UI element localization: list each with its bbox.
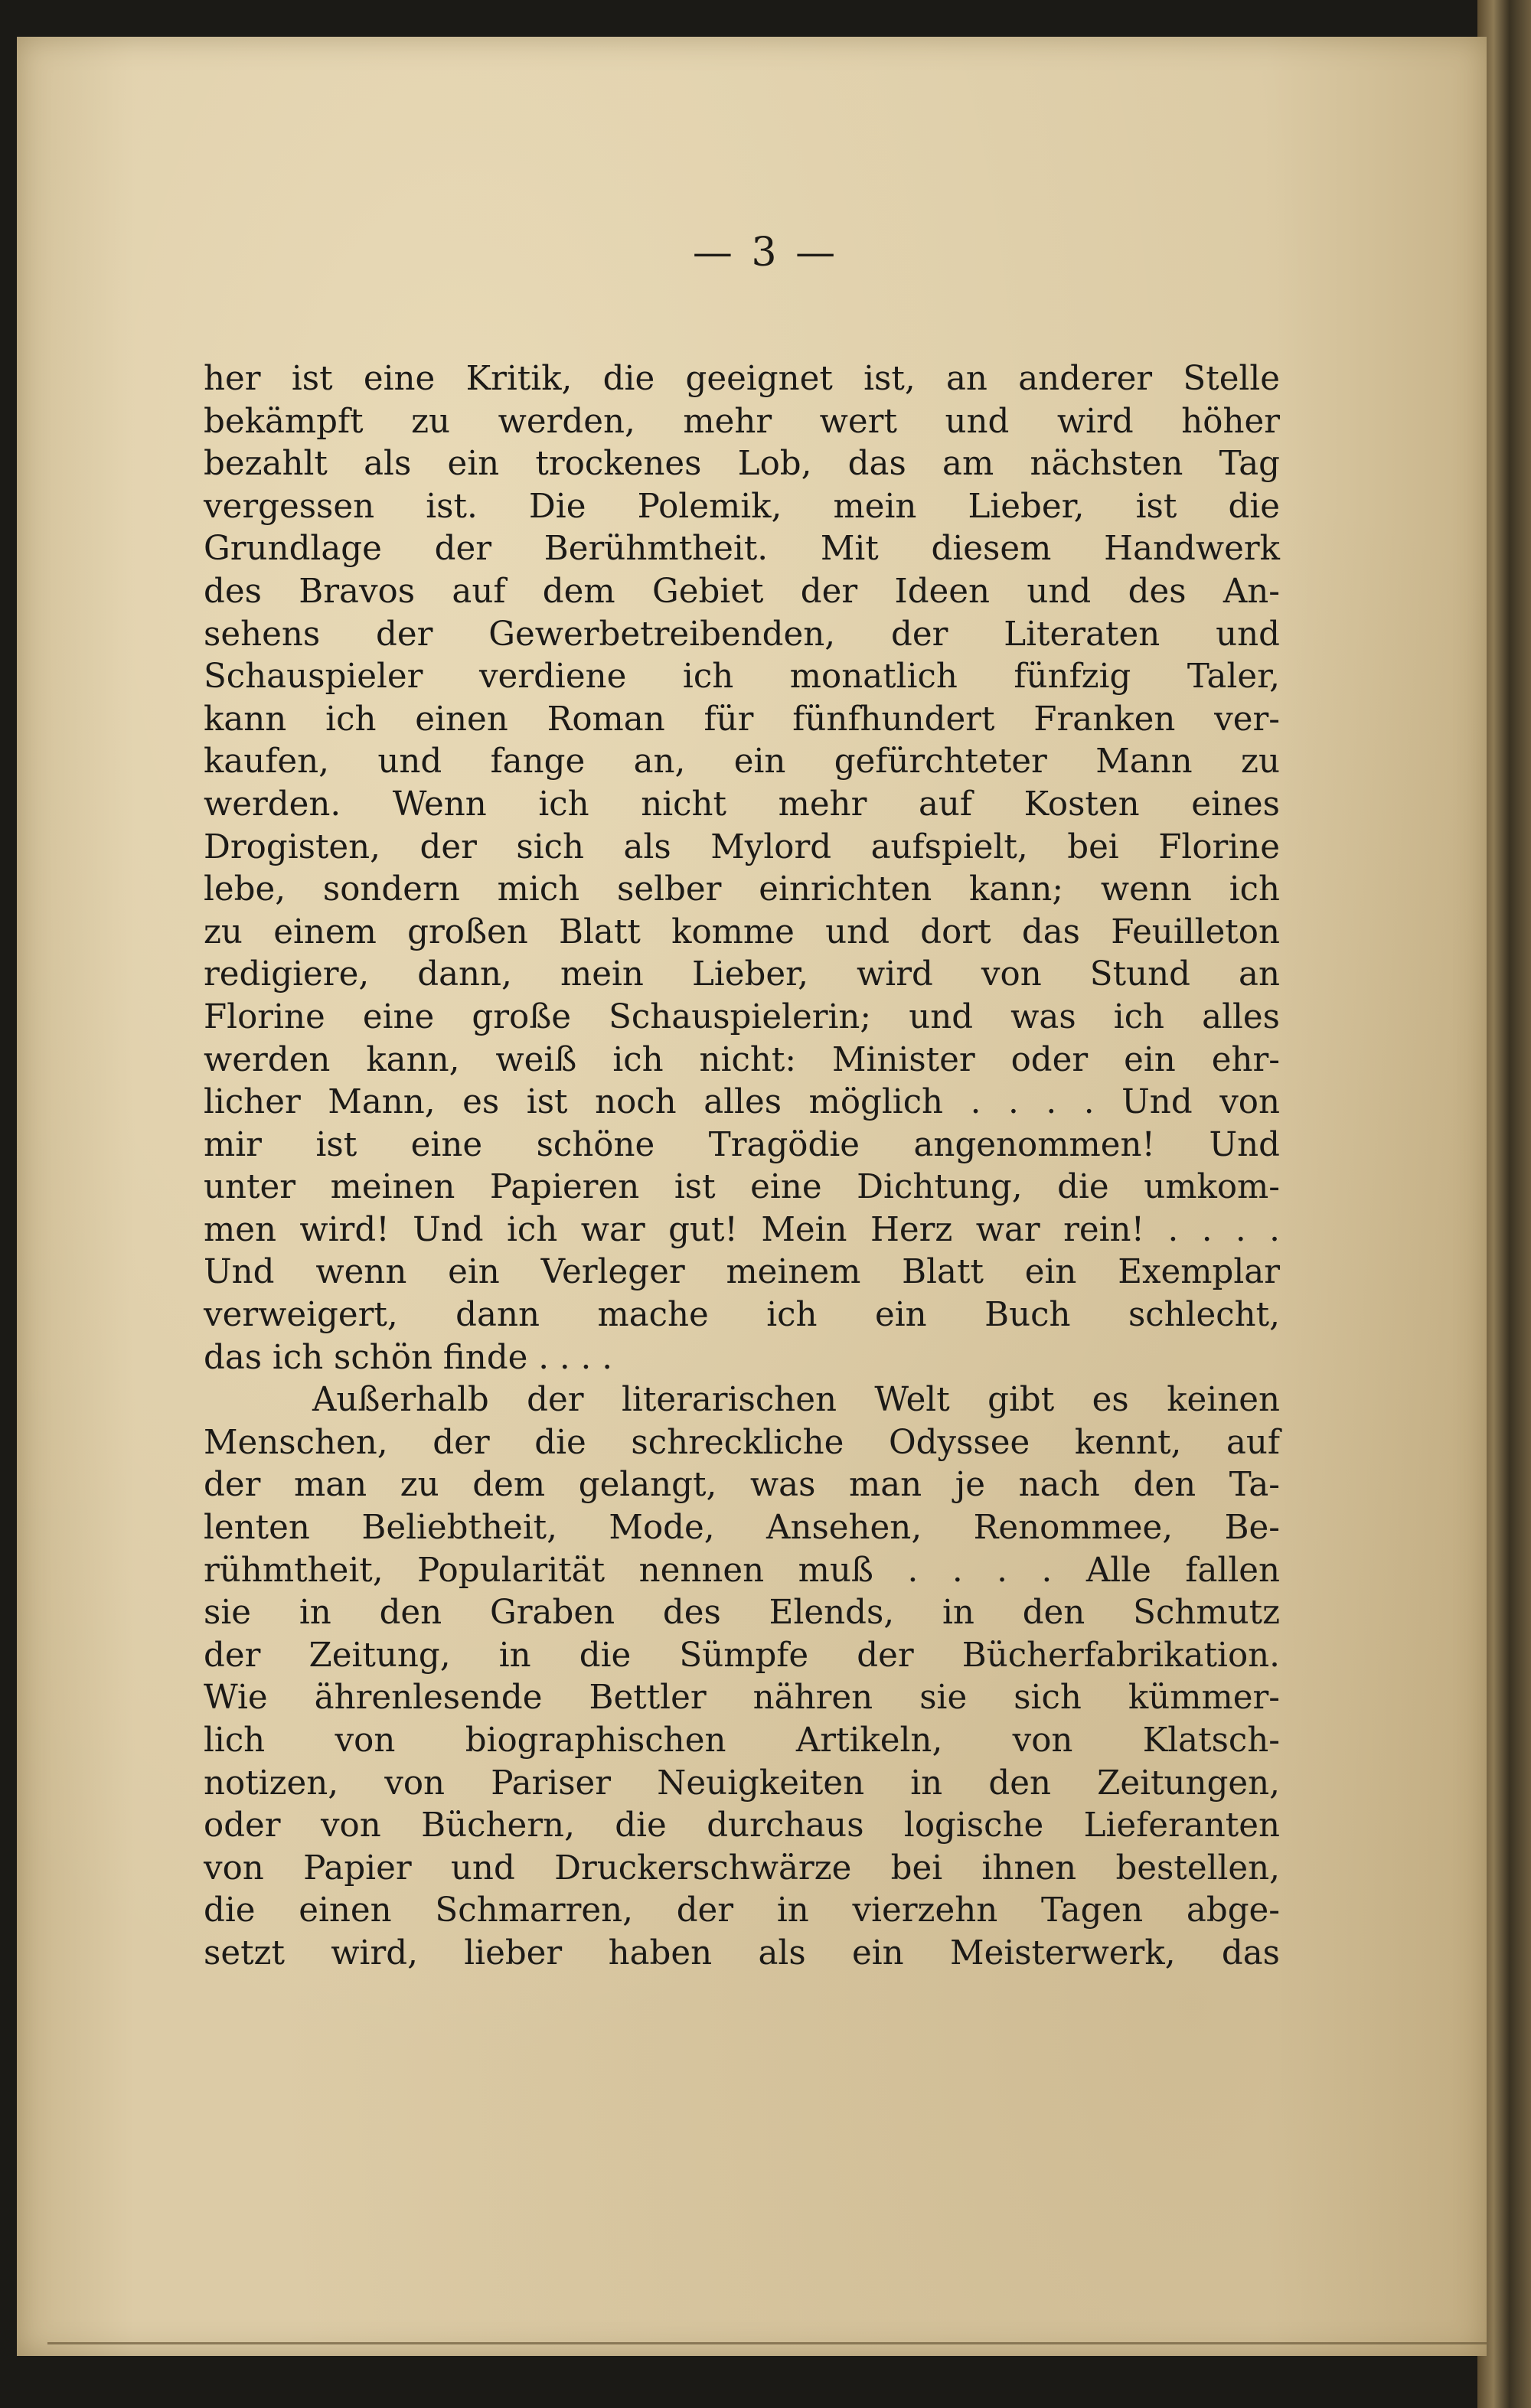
text-line: men wird! Und ich war gut! Mein Herz war rein! . . . .	[204, 1210, 1280, 1249]
text-line: bekämpft zu werden, mehr wert und wird höher	[204, 402, 1280, 441]
text-line: vergessen ist. Die Polemik, mein Lieber, ist die	[204, 487, 1280, 526]
text-line: Und wenn ein Verleger meinem Blatt ein Exemplar	[204, 1253, 1280, 1292]
text-line: werden kann, weiß ich nicht: Minister oder ein ehr-	[204, 1040, 1280, 1079]
text-line: Menschen, der die schreckliche Odyssee kennt, auf	[204, 1423, 1280, 1462]
page-number: — 3 —	[692, 230, 839, 276]
text-line: setzt wird, lieber haben als ein Meisterwerk, das	[204, 1933, 1280, 1972]
text-line: der Zeitung, in die Sümpfe der Bücherfabrikation.	[204, 1636, 1280, 1675]
text-line: sie in den Graben des Elends, in den Schmutz	[204, 1594, 1280, 1633]
text-line: sehens der Gewerbetreibenden, der Literaten und	[204, 615, 1280, 654]
text-line: die einen Schmarren, der in vierzehn Tagen abge-	[204, 1891, 1280, 1930]
text-line: kann ich einen Roman für fünfhundert Franken ver-	[204, 700, 1280, 739]
text-line: zu einem großen Blatt komme und dort das Feuilleton	[204, 912, 1280, 951]
paragraph-start-line: Außerhalb der literarischen Welt gibt es keinen	[312, 1381, 1280, 1420]
text-line: lebe, sondern mich selber einrichten kann; wenn ich	[204, 870, 1280, 909]
text-line: verweigert, dann mache ich ein Buch schlecht,	[204, 1296, 1280, 1335]
text-line: lich von biographischen Artikeln, von Klatsch-	[204, 1721, 1280, 1760]
text-line: Schauspieler verdiene ich monatlich fünfzig Taler,	[204, 657, 1280, 697]
text-line: Grundlage der Berühmtheit. Mit diesem Handwerk	[204, 530, 1280, 569]
text-line: unter meinen Papieren ist eine Dichtung, die umkom-	[204, 1168, 1280, 1207]
text-line: werden. Wenn ich nicht mehr auf Kosten eines	[204, 785, 1280, 824]
page-bottom-border	[47, 2342, 1487, 2344]
text-line: der man zu dem gelangt, was man je nach den Ta-	[204, 1466, 1280, 1505]
text-line: Florine eine große Schauspielerin; und was ich alles	[204, 997, 1280, 1036]
text-line: notizen, von Pariser Neuigkeiten in den Zeitungen,	[204, 1764, 1280, 1803]
text-line: her ist eine Kritik, die geeignet ist, an anderer Stelle	[204, 360, 1280, 398]
text-line: lenten Beliebtheit, Mode, Ansehen, Renommee, Be-	[204, 1509, 1280, 1548]
text-line: oder von Büchern, die durchaus logische Lieferanten	[204, 1806, 1280, 1845]
text-line: kaufen, und fange an, ein gefürchteter Mann zu	[204, 742, 1280, 781]
text-line: licher Mann, es ist noch alles möglich . . . . Und von	[204, 1083, 1280, 1122]
text-line: rühmtheit, Popularität nennen muß . . . . Alle fallen	[204, 1551, 1280, 1590]
text-line: des Bravos auf dem Gebiet der Ideen und des An-	[204, 572, 1280, 611]
text-line: redigiere, dann, mein Lieber, wird von Stund an	[204, 955, 1280, 994]
text-line: Wie ährenlesende Bettler nähren sie sich kümmer-	[204, 1679, 1280, 1718]
text-line: Drogisten, der sich als Mylord aufspielt, bei Florine	[204, 827, 1280, 866]
paragraph-end-line: das ich schön finde . . . .	[204, 1338, 613, 1377]
body-text	[204, 358, 1280, 1976]
text-line: von Papier und Druckerschwärze bei ihnen bestellen,	[204, 1848, 1280, 1888]
text-line: bezahlt als ein trockenes Lob, das am nächsten Tag	[204, 445, 1280, 484]
text-line: mir ist eine schöne Tragödie angenommen! Und	[204, 1125, 1280, 1164]
